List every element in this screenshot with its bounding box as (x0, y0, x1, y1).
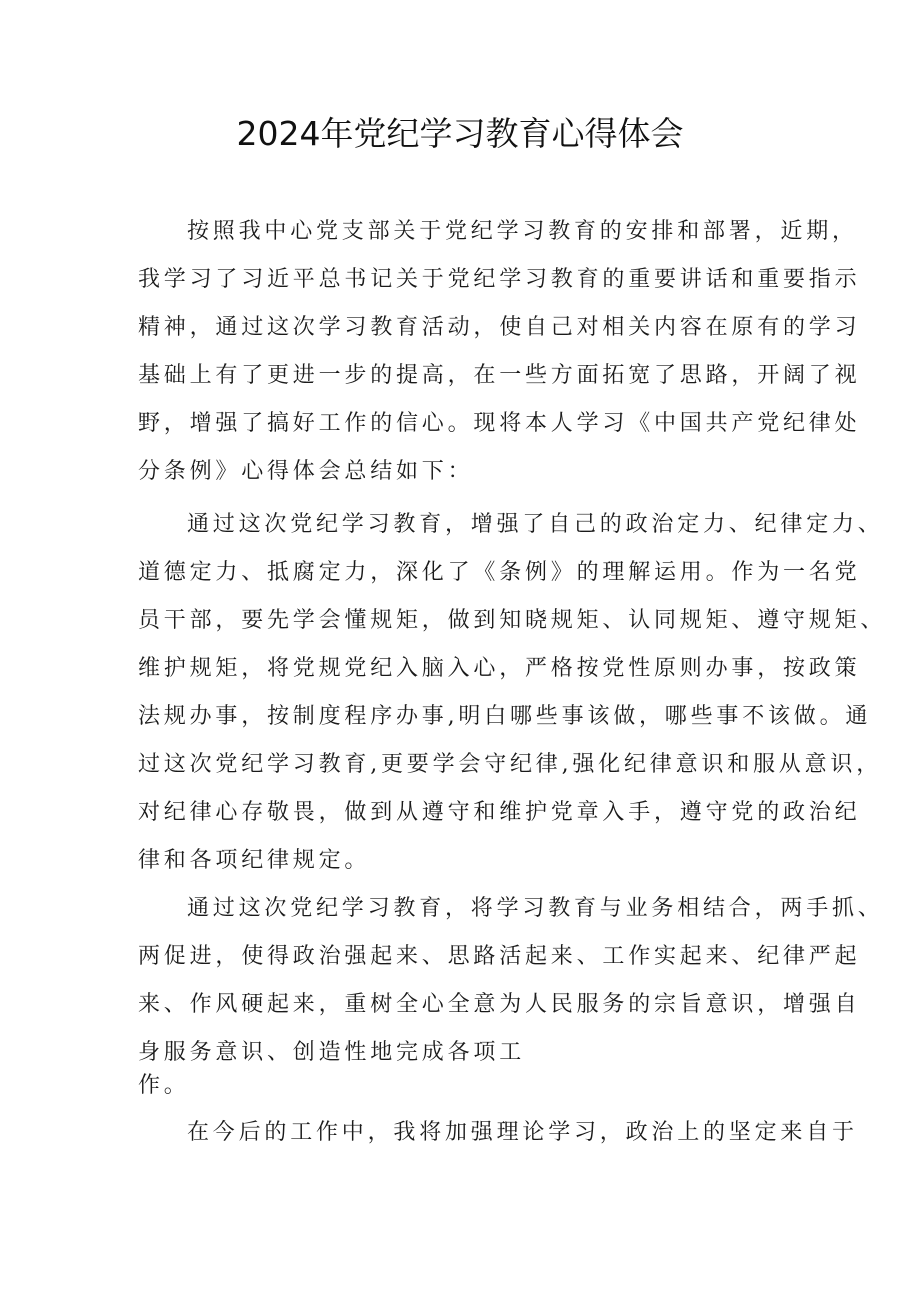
paragraph-line: 维护规矩，将党规党纪入脑入心，严格按党性原则办事，按政策 (138, 656, 861, 681)
paragraph-line: 基础上有了更进一步的提高，在一些方面拓宽了思路，开阔了视 (138, 363, 861, 388)
paragraph-line: 通过这次党纪学习教育，增强了自己的政治定力、纪律定力、 (187, 512, 884, 537)
paragraph-line: 野，增强了搞好工作的信心。现将本人学习《中国共产党纪律处 (138, 411, 861, 436)
paragraph-line: 律和各项纪律规定。 (138, 848, 371, 873)
paragraph-line: 两促进，使得政治强起来、思路活起来、工作实起来、纪律严起 (138, 944, 861, 969)
paragraph-line: 精神，通过这次学习教育活动，使自己对相关内容在原有的学习 (138, 315, 861, 340)
paragraph-line: 按照我中心党支部关于党纪学习教育的安排和部署，近期， (187, 219, 858, 244)
paragraph-line: 员干部，要先学会懂规矩，做到知晓规矩、认同规矩、遵守规矩、 (138, 608, 887, 633)
paragraph-line: 身服务意识、创造性地完成各项工 (138, 1040, 526, 1065)
paragraph-line: 分条例》心得体会总结如下： (138, 459, 474, 484)
paragraph-line: 道德定力、抵腐定力，深化了《条例》的理解运用。作为一名党 (138, 560, 861, 585)
document-title: 2024年党纪学习教育心得体会 (236, 114, 684, 153)
paragraph-line: 我学习了习近平总书记关于党纪学习教育的重要讲话和重要指示 (138, 267, 861, 292)
paragraph-line: 法规办事，按制度程序办事,明白哪些事该做，哪些事不该做。通 (138, 704, 872, 729)
paragraph-line: 对纪律心存敬畏，做到从遵守和维护党章入手，遵守党的政治纪 (138, 800, 861, 825)
paragraph-line: 作。 (138, 1073, 190, 1098)
paragraph-line: 在今后的工作中，我将加强理论学习，政治上的坚定来自于 (187, 1120, 858, 1145)
paragraph-line: 过这次党纪学习教育,更要学会守纪律,强化纪律意识和服从意识， (138, 752, 882, 777)
paragraph-line: 来、作风硬起来，重树全心全意为人民服务的宗旨意识，增强自 (138, 992, 861, 1017)
paragraph-line: 通过这次党纪学习教育，将学习教育与业务相结合，两手抓、 (187, 896, 884, 921)
